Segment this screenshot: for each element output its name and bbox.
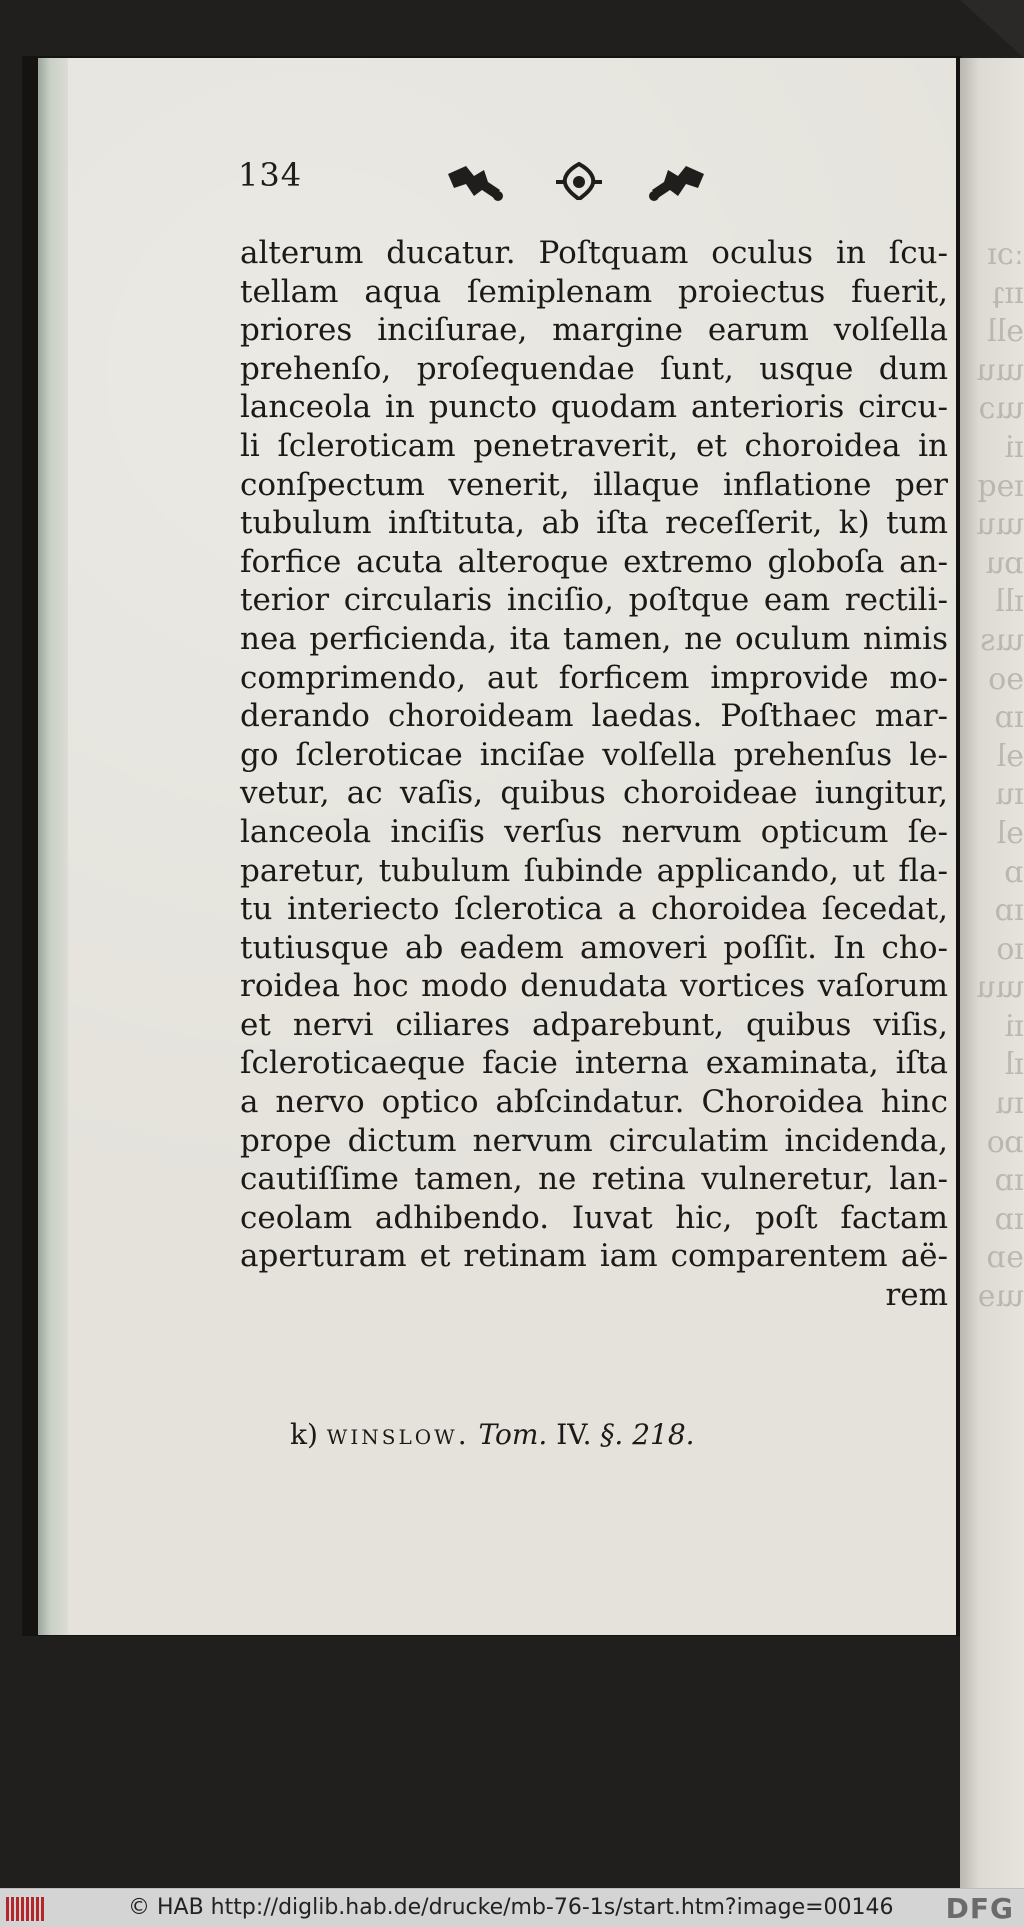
- text-line: tellam aqua ſemiplenam proiectus fuerit,: [240, 273, 948, 310]
- text-line: conſpectum venerit, illaque inflatione per: [240, 466, 948, 503]
- hab-logo-icon[interactable]: [6, 1897, 46, 1921]
- page-number: 134: [238, 156, 303, 194]
- footer-credit-link[interactable]: © HAB http://diglib.hab.de/drucke/mb-76-1s/start.htm?image=00146: [128, 1895, 894, 1920]
- footnote-author: winslow.: [326, 1418, 470, 1451]
- ornament-left-icon: [444, 160, 508, 204]
- footnote-marker: k): [290, 1418, 318, 1451]
- text-line: tubulum inſtituta, ab iſta receſſerit, k) tum: [240, 505, 948, 542]
- text-line: lanceola inciſis verſus nervum opticum ſe-: [240, 813, 948, 850]
- text-line: roidea hoc modo denudata vortices vaſorum: [240, 968, 948, 1005]
- text-line: prehenſo, proſequendae ſunt, usque dum: [240, 350, 948, 387]
- page-spine-edge: [38, 58, 68, 1635]
- viewer-footer: [0, 1888, 1024, 1927]
- text-line: cautiſſime tamen, ne retina vulneretur, lan-: [240, 1161, 948, 1198]
- catchword: rem: [885, 1277, 948, 1314]
- text-line: tutiusque ab eadem amoveri poſſit. In cho-: [240, 929, 948, 966]
- text-line: comprimendo, aut forficem improvide mo-: [240, 659, 948, 696]
- text-line: go ſcleroticae inciſae volſella prehenſus le-: [240, 736, 948, 773]
- ornament-center-icon: [554, 160, 604, 204]
- footnote-tome: Tom.: [478, 1418, 548, 1451]
- text-line: derando choroideam laedas. Poſthaec mar-: [240, 698, 948, 735]
- text-line: vetur, ac vaſis, quibus choroideae iungitur,: [240, 775, 948, 812]
- running-header: [238, 156, 958, 206]
- bleed-through-text: ːɔɪ ɪɪʇ ɘll ɯu ɯɔ ɪi ɪɘq ɯu ɒu ɪll ɯs ɘo ɪɒ ɘl ɪu ɘl ɒ ɪɒ ɪo ɯu ɪi ɪl ɪu ɒo ɪɒ ɪɒ ɘɒ ɯɘ: [976, 237, 1024, 1315]
- text-line: li ſcleroticam penetraverit, et choroidea in: [240, 427, 948, 464]
- text-line: alterum ducatur. Poſtquam oculus in ſcu-: [240, 235, 948, 271]
- text-line: ceolam adhibendo. Iuvat hic, poſt factam: [240, 1199, 948, 1236]
- text-line: aperturam et retinam iam comparentem aë-: [240, 1238, 948, 1275]
- text-line: a nervo optico abſcindatur. Choroidea hinc: [240, 1084, 948, 1121]
- footnote-volume: IV.: [556, 1418, 592, 1451]
- text-line: priores inciſurae, margine earum volſella: [240, 312, 948, 349]
- text-line: forfice acuta alteroque extremo globoſa an-: [240, 543, 948, 580]
- text-line: paretur, tubulum ſubinde applicando, ut fla-: [240, 852, 948, 889]
- footnote: [290, 1418, 695, 1451]
- text-line: terior circularis inciſio, poſtque eam rectili-: [240, 582, 948, 619]
- text-line: lanceola in puncto quodam anterioris circu-: [240, 389, 948, 426]
- text-line: et nervi ciliares adparebunt, quibus viſis,: [240, 1006, 948, 1043]
- footnote-section: §. 218.: [600, 1418, 695, 1451]
- ornament-right-icon: [644, 160, 708, 204]
- text-line: tu interiecto ſclerotica a choroidea ſecedat,: [240, 891, 948, 928]
- text-line: ſcleroticaeque facie interna examinata, iſta: [240, 1045, 948, 1082]
- text-line: nea perficienda, ita tamen, ne oculum nimis: [240, 620, 948, 657]
- page-corner: [960, 0, 1024, 58]
- text-line: prope dictum nervum circulatim incidenda,: [240, 1122, 948, 1159]
- body-text: [240, 234, 948, 1315]
- dfg-logo[interactable]: DFG: [945, 1892, 1014, 1925]
